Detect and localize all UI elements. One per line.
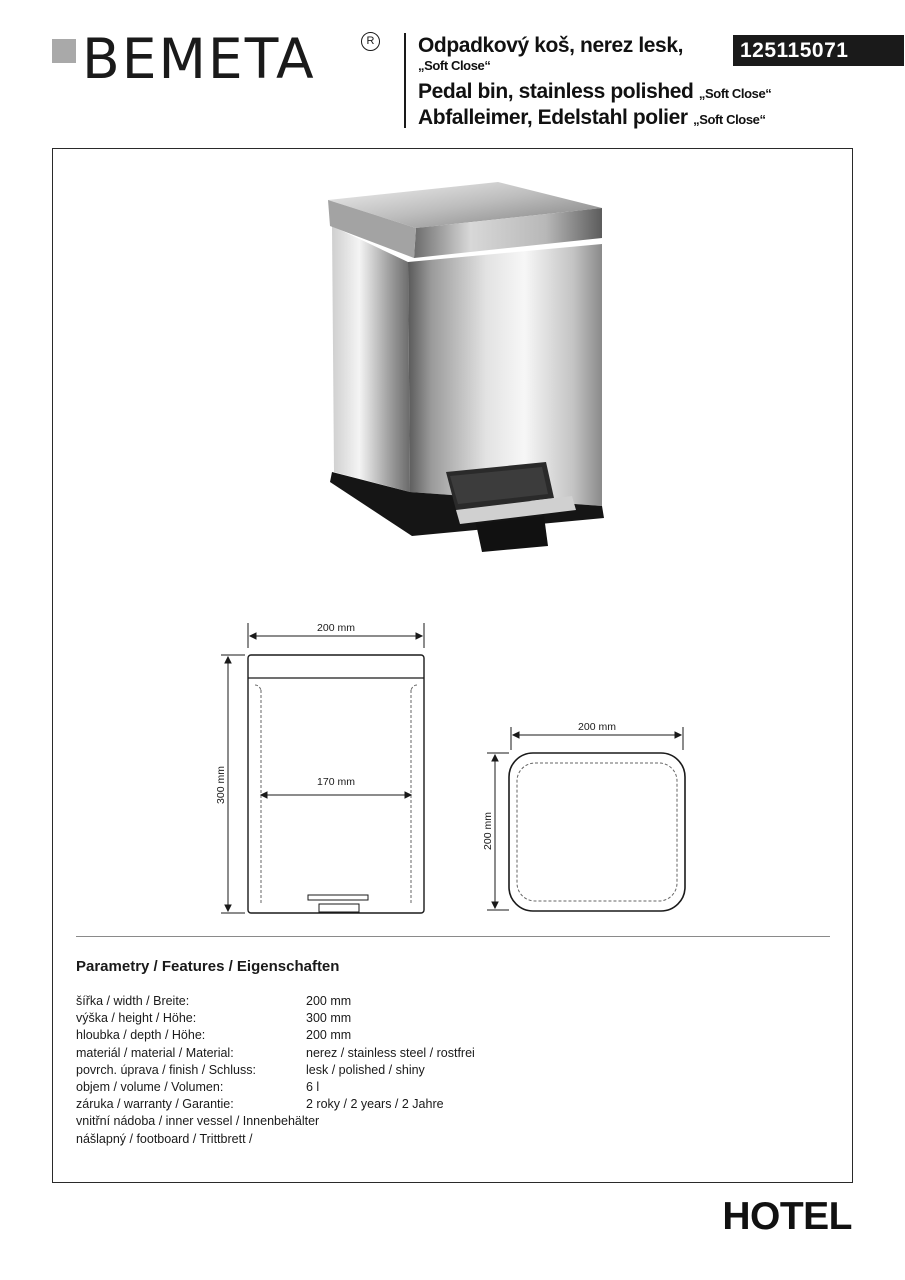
top-view-outline	[509, 753, 685, 911]
section-divider	[76, 936, 830, 937]
spec-label: výška / height / Höhe:	[76, 1011, 197, 1026]
spec-value: 200 mm	[306, 1028, 352, 1043]
spec-value: nerez / stainless steel / rostfrei	[306, 1045, 475, 1060]
spec-label: šířka / width / Breite:	[76, 994, 190, 1008]
soft-close-tag: „Soft Close“	[693, 112, 766, 127]
title-czech-soft-close: „Soft Close“	[418, 58, 491, 73]
spec-row	[76, 1062, 676, 1079]
features-heading: Parametry / Features / Eigenschaften	[76, 958, 340, 975]
spec-row	[76, 1079, 676, 1096]
spec-label: objem / volume / Volumen:	[76, 1079, 224, 1094]
spec-label: materiál / material / Material:	[76, 1045, 234, 1060]
pedal-outline	[308, 895, 368, 900]
front-width-label: 200 mm	[317, 622, 355, 634]
spec-label: vnitřní nádoba / inner vessel / Innenbehälter	[76, 1114, 320, 1129]
height-label: 300 mm	[215, 766, 227, 804]
header-divider	[404, 33, 406, 128]
inner-width-label: 170 mm	[317, 776, 355, 788]
top-width-label: 200 mm	[578, 721, 616, 733]
spec-value: lesk / polished / shiny	[306, 1062, 425, 1077]
spec-row	[76, 1045, 676, 1062]
title-german	[418, 106, 766, 130]
top-depth-label: 200 mm	[482, 812, 494, 850]
spec-value	[252, 1131, 676, 1148]
spec-row	[76, 1113, 676, 1130]
title-czech: Odpadkový koš, nerez lesk,	[418, 34, 684, 57]
spec-row	[76, 1131, 676, 1148]
product-code-badge: 125115071	[733, 35, 904, 66]
spec-row	[76, 1096, 676, 1113]
title-english-text: Pedal bin, stainless polished	[418, 80, 694, 103]
title-german-text: Abfalleimer, Edelstahl polier	[418, 106, 688, 129]
spec-value: 300 mm	[306, 1011, 352, 1026]
title-english	[418, 80, 771, 104]
spec-row	[76, 993, 676, 1010]
spec-value: 2 roky / 2 years / 2 Jahre	[306, 1097, 444, 1112]
spec-row	[76, 1027, 676, 1044]
spec-value	[319, 1113, 676, 1130]
spec-label: povrch. úprava / finish / Schluss:	[76, 1062, 256, 1077]
spec-label: záruka / warranty / Garantie:	[76, 1097, 234, 1112]
spec-value: 200 mm	[306, 994, 352, 1008]
category-label: HOTEL	[722, 1195, 852, 1238]
inner-vessel-dashed	[261, 690, 411, 905]
soft-close-tag: „Soft Close“	[698, 86, 772, 101]
brand-logo: BEMETA	[82, 27, 316, 91]
spec-value: 6 l	[306, 1079, 320, 1094]
spec-label: hloubka / depth / Höhe:	[76, 1028, 206, 1043]
spec-label: nášlapný / footboard / Trittbrett /	[76, 1131, 253, 1146]
spec-list	[76, 993, 676, 1148]
technical-drawings	[215, 615, 705, 920]
pedal-base-outline	[319, 904, 359, 912]
pedal-bin-photo	[326, 180, 610, 556]
registered-trademark-icon: R	[361, 32, 380, 51]
spec-row	[76, 1010, 676, 1027]
logo-square	[52, 39, 76, 63]
top-view-inner-dashed	[517, 763, 677, 901]
